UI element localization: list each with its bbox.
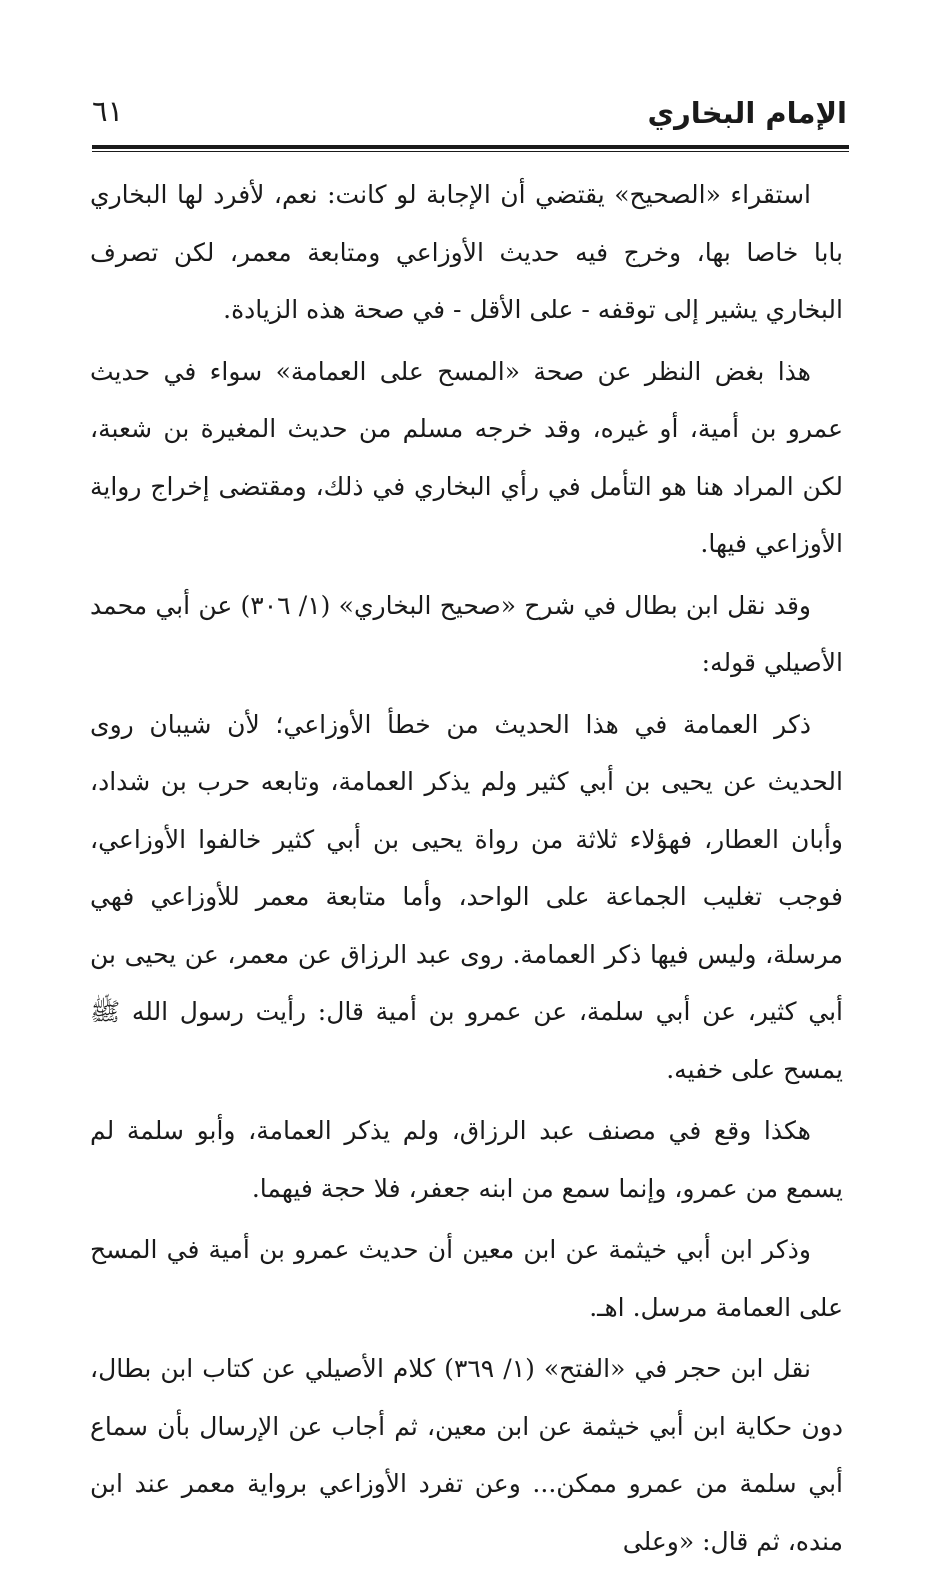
quoted-paragraph: هكذا وقع في مصنف عبد الرزاق، ولم يذكر العمامة، وأبو سلمة لم يسمع من عمرو، وإنما سمع من ابنه جعفر، فلا حجة فيهما. — [90, 1116, 843, 1203]
paragraph: نقل ابن حجر في «الفتح» (١/ ٣٦٩) كلام الأصيلي عن كتاب ابن بطال، دون حكاية ابن أبي خيثمة عن ابن معين، ثم أجاب عن الإرسال بأن سماع أبي سلمة من عمرو ممكن... وعن تفرد الأوزاعي برواية معمر عند ابن منده، ثم قال: «وعلى — [90, 1354, 843, 1556]
page-header — [92, 92, 847, 144]
page-number: ٦١ — [92, 94, 124, 128]
running-title: الإمام البخاري — [647, 96, 847, 130]
paragraph: استقراء «الصحيح» يقتضي أن الإجابة لو كانت: نعم، لأفرد لها البخاري بابا خاصا بها، وخرج فيه حديث الأوزاعي ومتابعة معمر، لكن تصرف البخاري يشير إلى توقفه - على الأقل - في صحة هذه الزيادة. — [90, 180, 843, 324]
quoted-paragraph: وذكر ابن أبي خيثمة عن ابن معين أن حديث عمرو بن أمية في المسح على العمامة مرسل. اهـ. — [90, 1235, 843, 1322]
header-rule-thin — [92, 151, 849, 152]
header-rule-thick — [92, 145, 849, 149]
body-text — [90, 166, 843, 1574]
quoted-paragraph: ذكر العمامة في هذا الحديث من خطأ الأوزاعي؛ لأن شيبان روى الحديث عن يحيى بن أبي كثير ولم يذكر العمامة، وتابعه حرب بن شداد، وأبان العطار، فهؤلاء ثلاثة من رواة يحيى بن أبي كثير خالفوا الأوزاعي، فوجب تغليب الجماعة على الواحد، وأما متابعة معمر للأوزاعي فهي مرسلة، وليس فيها ذكر العمامة. روى عبد الرزاق عن معمر، عن يحيى بن أبي كثير، عن أبي سلمة، عن عمرو بن أمية قال: رأيت رسول الله ﷺ يمسح على خفيه. — [90, 709, 843, 1084]
paragraph: هذا بغض النظر عن صحة «المسح على العمامة» سواء في حديث عمرو بن أمية، أو غيره، وقد خرجه مسلم من حديث المغيرة بن شعبة، لكن المراد هنا هو التأمل في رأي البخاري في ذلك، ومقتضى إخراج رواية الأوزاعي فيها. — [90, 356, 843, 558]
paragraph: وقد نقل ابن بطال في شرح «صحيح البخاري» (١/ ٣٠٦) عن أبي محمد الأصيلي قوله: — [90, 590, 843, 677]
